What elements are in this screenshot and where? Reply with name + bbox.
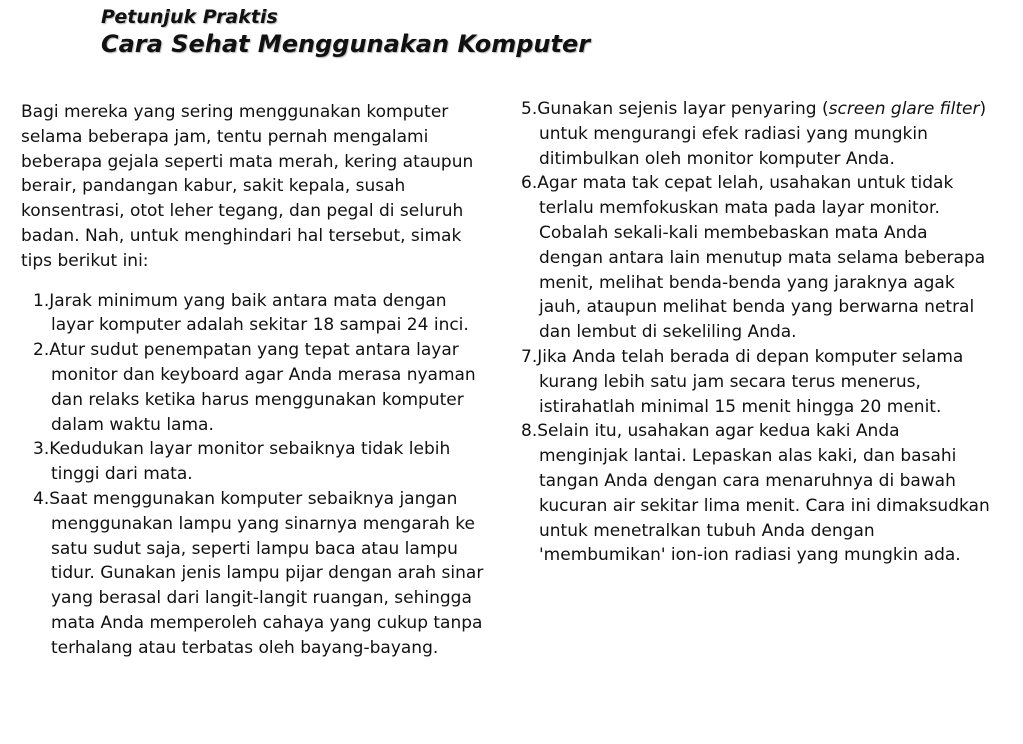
tip-item-1 <box>33 289 491 339</box>
tip-item-7 <box>521 345 991 419</box>
tip-item-5 <box>521 97 991 171</box>
tip-item-8 <box>521 419 991 568</box>
tip-text: Kedudukan layar monitor sebaiknya tidak lebih tinggi dari mata. <box>49 439 451 485</box>
intro-paragraph: Bagi mereka yang sering menggunakan komputer selama beberapa jam, tentu pernah mengalami beberapa gejala seperti mata merah, kering ataupun berair, pandangan kabur, sakit kepala, susah konsentrasi, otot leher tegang, dan pegal di seluruh badan. Nah, untuk menghindari hal tersebut, simak tips berikut ini: <box>21 102 474 271</box>
tip-text: Jarak minimum yang baik antara mata dengan layar komputer adalah sekitar 18 sampai 24 inci. <box>49 290 469 336</box>
tip-item-2 <box>33 338 491 437</box>
tip-text: Saat menggunakan komputer sebaiknya jangan menggunakan lampu yang sinarnya mengarah ke satu sudut saja, seperti lampu baca atau lampu tidur. Gunakan jenis lampu pijar dengan arah sinar yang berasal dari langit-langit ruangan, sehingga mata Anda memperoleh cahaya yang cukup tanpa terhalang atau terbatas oleh bayang-bayang. <box>49 488 484 658</box>
tip-item-6 <box>521 171 991 345</box>
page-title: Cara Sehat Menggunakan Komputer <box>101 30 591 58</box>
header <box>101 6 590 60</box>
tip-text-before: Gunakan sejenis layar penyaring ( <box>537 99 829 119</box>
tip-number: 2. <box>33 340 50 361</box>
tip-number: 5. <box>521 99 538 119</box>
tips-list-right <box>521 97 991 568</box>
tip-text: Selain itu, usahakan agar kedua kaki Anda menginjak lantai. Lepaskan alas kaki, dan basahi tangan Anda dengan cara menaruhnya di bawah kucuran air sekitar lima menit. Cara ini dimaksudkan untuk menetralkan tubuh Anda dengan 'membumikan' ion-ion radiasi yang mungkin ada. <box>537 421 990 566</box>
tip-number: 7. <box>521 346 538 367</box>
tip-text: Atur sudut penempatan yang tepat antara layar monitor dan keyboard agar Anda merasa nyaman dan relaks ketika harus menggunakan komputer dalam waktu lama. <box>49 340 476 435</box>
tip-text: Jika Anda telah berada di depan komputer selama kurang lebih satu jam secara terus menerus, istirahatlah minimal 15 menit hingga 20 menit. <box>537 346 964 417</box>
tip-item-3 <box>33 437 491 487</box>
tips-list-left <box>21 289 491 661</box>
tip-number: 8. <box>521 421 538 442</box>
right-column <box>521 97 991 568</box>
tip-text-italic: screen glare filter <box>828 99 980 119</box>
tip-text-after: ) untuk mengurangi efek radiasi yang mungkin ditimbulkan oleh monitor komputer Anda. <box>539 99 987 169</box>
tip-number: 1. <box>33 290 50 311</box>
tip-item-4 <box>33 487 491 661</box>
tip-text: Agar mata tak cepat lelah, usahakan untuk tidak terlalu memfokuskan mata pada layar monitor. Cobalah sekali-kali membebaskan mata Anda dengan antara lain menutup mata selama beberapa menit, melihat benda-benda yang jaraknya agak jauh, ataupun melihat benda yang berwarna netral dan lembut di sekeliling Anda. <box>537 173 986 343</box>
left-column <box>21 100 491 661</box>
tip-number: 6. <box>521 173 538 194</box>
tip-number: 3. <box>33 439 50 460</box>
tip-number: 4. <box>33 488 50 509</box>
page-subtitle: Petunjuk Praktis <box>101 6 278 28</box>
